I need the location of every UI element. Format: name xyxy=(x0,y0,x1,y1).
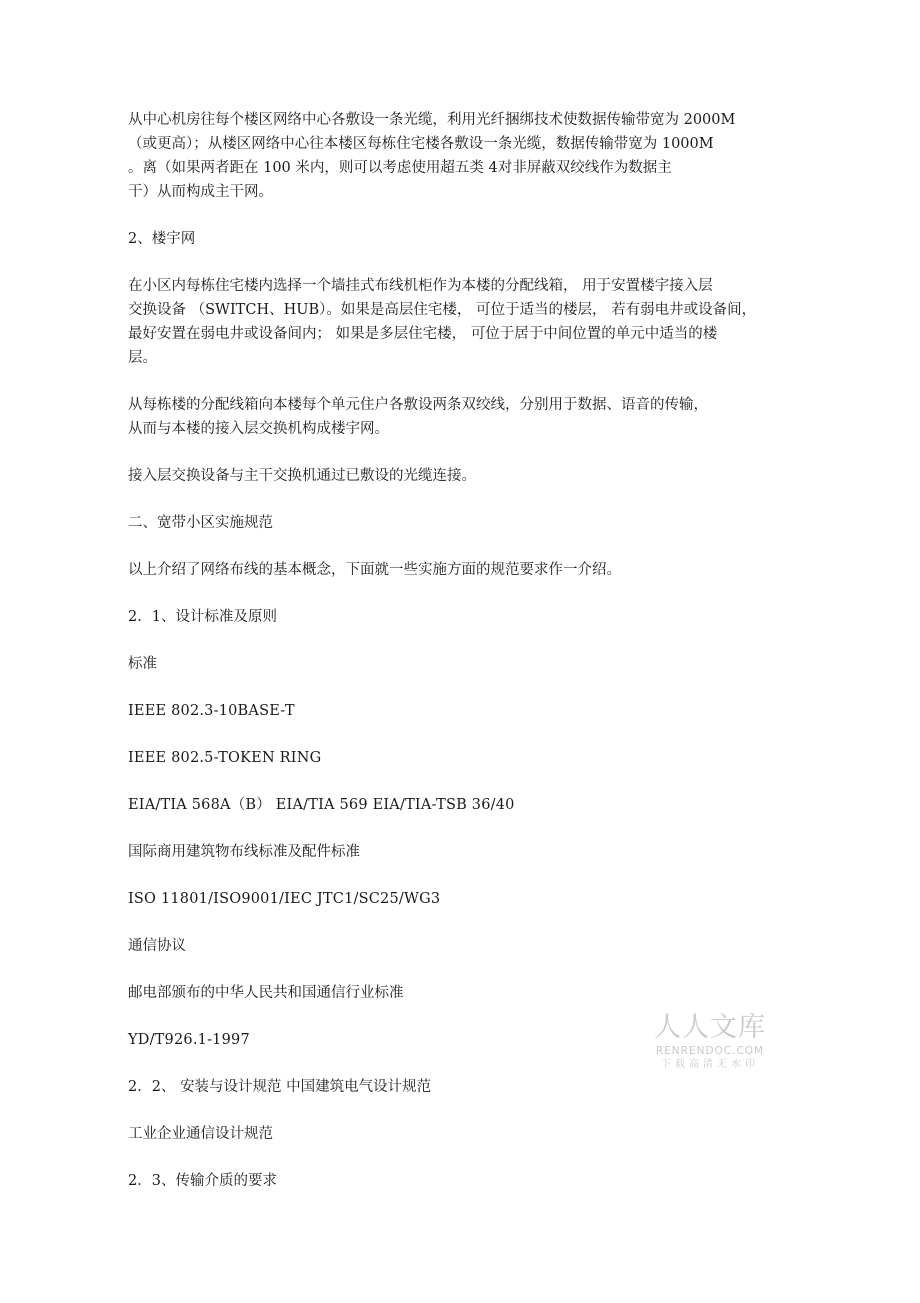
text-line: 从中心机房往每个楼区网络中心各敷设一条光缆，利用光纤捆绑技术使数据传输带宽为 2000M xyxy=(128,112,736,128)
heading-2-2: 2．2、 安装与设计规范 中国建筑电气设计规范 xyxy=(128,1079,432,1095)
text-line: 最好安置在弱电井或设备间内； 如果是多层住宅楼， 可位于居于中间位置的单元中适当的楼 xyxy=(128,326,718,342)
text-line: 层。 xyxy=(128,350,157,366)
watermark-subtitle: 下载高清无水印 xyxy=(661,1059,759,1070)
text-line: 干）从而构成主干网。 xyxy=(128,184,273,200)
standard-eia-tia: EIA/TIA 568A（B） EIA/TIA 569 EIA/TIA-TSB 36/40 xyxy=(128,797,515,813)
label-intl-standard: 国际商用建筑物布线标准及配件标准 xyxy=(128,844,360,860)
label-protocol: 通信协议 xyxy=(128,938,186,954)
text-line: （或更高）；从楼区网络中心往本楼区每栋住宅楼各敷设一条光缆，数据传输带宽为 1000M xyxy=(128,136,714,152)
paragraph-backbone xyxy=(128,108,788,204)
standard-yd: YD/T926.1-1997 xyxy=(128,1032,250,1048)
watermark-url: RENRENDOC.COM xyxy=(655,1045,765,1057)
heading-section-2: 二、宽带小区实施规范 xyxy=(128,515,273,531)
text-line: 。离（如果两者距在 100 米内，则可以考虑使用超五类 4对非屏蔽双绞线作为数据主 xyxy=(128,160,672,176)
text-line: 从而与本楼的接入层交换机构成楼宇网。 xyxy=(128,421,389,437)
paragraph-intro: 以上介绍了网络布线的基本概念，下面就一些实施方面的规范要求作一介绍。 xyxy=(128,562,621,578)
text-line: 交换设备 （SWITCH、HUB）。如果是高层住宅楼， 可位于适当的楼层， 若有弱电井或设备间， xyxy=(128,302,757,318)
standard-ieee-8023: IEEE 802.3-10BASE-T xyxy=(128,703,295,719)
watermark-logo xyxy=(648,1012,772,1072)
paragraph-twisted-pair xyxy=(128,393,788,441)
text-line: 在小区内每栋住宅楼内选择一个墙挂式布线机柜作为本楼的分配线箱， 用于安置楼宇接入层 xyxy=(128,278,713,294)
heading-building-network: 2、楼宇网 xyxy=(128,231,196,247)
label-standard: 标准 xyxy=(128,656,157,672)
text-line: 从每栋楼的分配线箱向本楼每个单元住户各敷设两条双绞线，分别用于数据、语音的传输， xyxy=(128,397,708,413)
heading-2-1: 2．1、设计标准及原则 xyxy=(128,609,277,625)
label-industry-standard: 邮电部颁布的中华人民共和国通信行业标准 xyxy=(128,985,404,1001)
label-industrial: 工业企业通信设计规范 xyxy=(128,1126,273,1142)
watermark-title: 人人文库 xyxy=(654,1012,766,1043)
standard-iso: ISO 11801/ISO9001/IEC JTC1/SC25/WG3 xyxy=(128,891,441,907)
paragraph-access-switch: 接入层交换设备与主干交换机通过已敷设的光缆连接。 xyxy=(128,468,476,484)
paragraph-distribution-box xyxy=(128,274,788,370)
standard-ieee-8025: IEEE 802.5-TOKEN RING xyxy=(128,750,322,766)
heading-2-3: 2．3、传输介质的要求 xyxy=(128,1173,277,1189)
